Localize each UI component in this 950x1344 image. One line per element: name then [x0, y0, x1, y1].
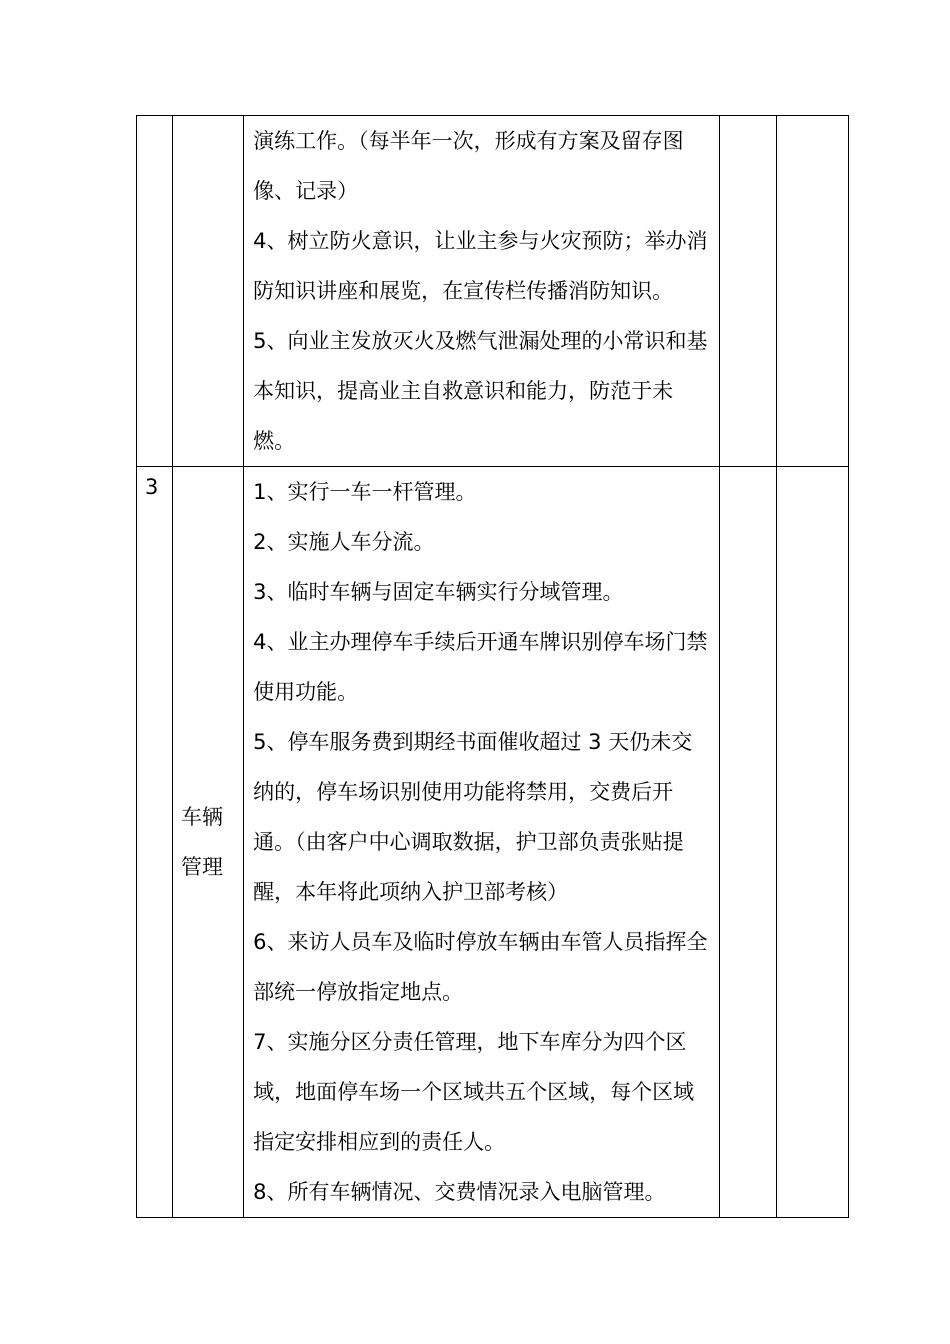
document-table: [136, 115, 849, 1218]
number-cell: [137, 116, 173, 467]
empty-cell: [719, 116, 776, 467]
content-item: 1、实行一车一杆管理。: [253, 480, 477, 504]
row-number: 3: [145, 475, 159, 499]
content-item: 5、停车服务费到期经书面催收超过 3 天仍未交纳的，停车场识别使用功能将禁用，交费后开通。（由客户中心调取数据，护卫部负责张贴提醒，本年将此项纳入护卫部考核）: [253, 730, 693, 904]
number-cell: [137, 467, 173, 1218]
table-row: [137, 467, 849, 1218]
content-cell: [244, 467, 720, 1218]
content-item: 6、来访人员车及临时停放车辆由车管人员指挥全部统一停放指定地点。: [253, 930, 708, 1004]
content-cell: [244, 116, 720, 467]
content-item: 4、树立防火意识，让业主参与火灾预防；举办消防知识讲座和展览，在宣传栏传播消防知识。: [253, 229, 708, 303]
content-item: 8、所有车辆情况、交费情况录入电脑管理。: [253, 1180, 666, 1204]
content-item: 2、实施人车分流。: [253, 530, 435, 554]
empty-cell: [776, 116, 848, 467]
category-cell: [173, 467, 244, 1218]
category-label: 车辆: [181, 805, 224, 829]
content-item: 7、实施分区分责任管理，地下车库分为四个区域，地面停车场一个区域共五个区域，每个区域指定安排相应到的责任人。: [253, 1030, 695, 1154]
content-item: 5、向业主发放灭火及燃气泄漏处理的小常识和基本知识，提高业主自救意识和能力，防范于未燃。: [253, 329, 708, 453]
category-cell: [173, 116, 244, 467]
content-item: 3、临时车辆与固定车辆实行分域管理。: [253, 580, 624, 604]
category-label: 管理: [181, 855, 224, 879]
table-row: [137, 116, 849, 467]
empty-cell: [776, 467, 848, 1218]
content-item: 4、业主办理停车手续后开通车牌识别停车场门禁使用功能。: [253, 630, 708, 704]
empty-cell: [719, 467, 776, 1218]
content-item: 演练工作。（每半年一次，形成有方案及留存图像、记录）: [253, 129, 684, 203]
